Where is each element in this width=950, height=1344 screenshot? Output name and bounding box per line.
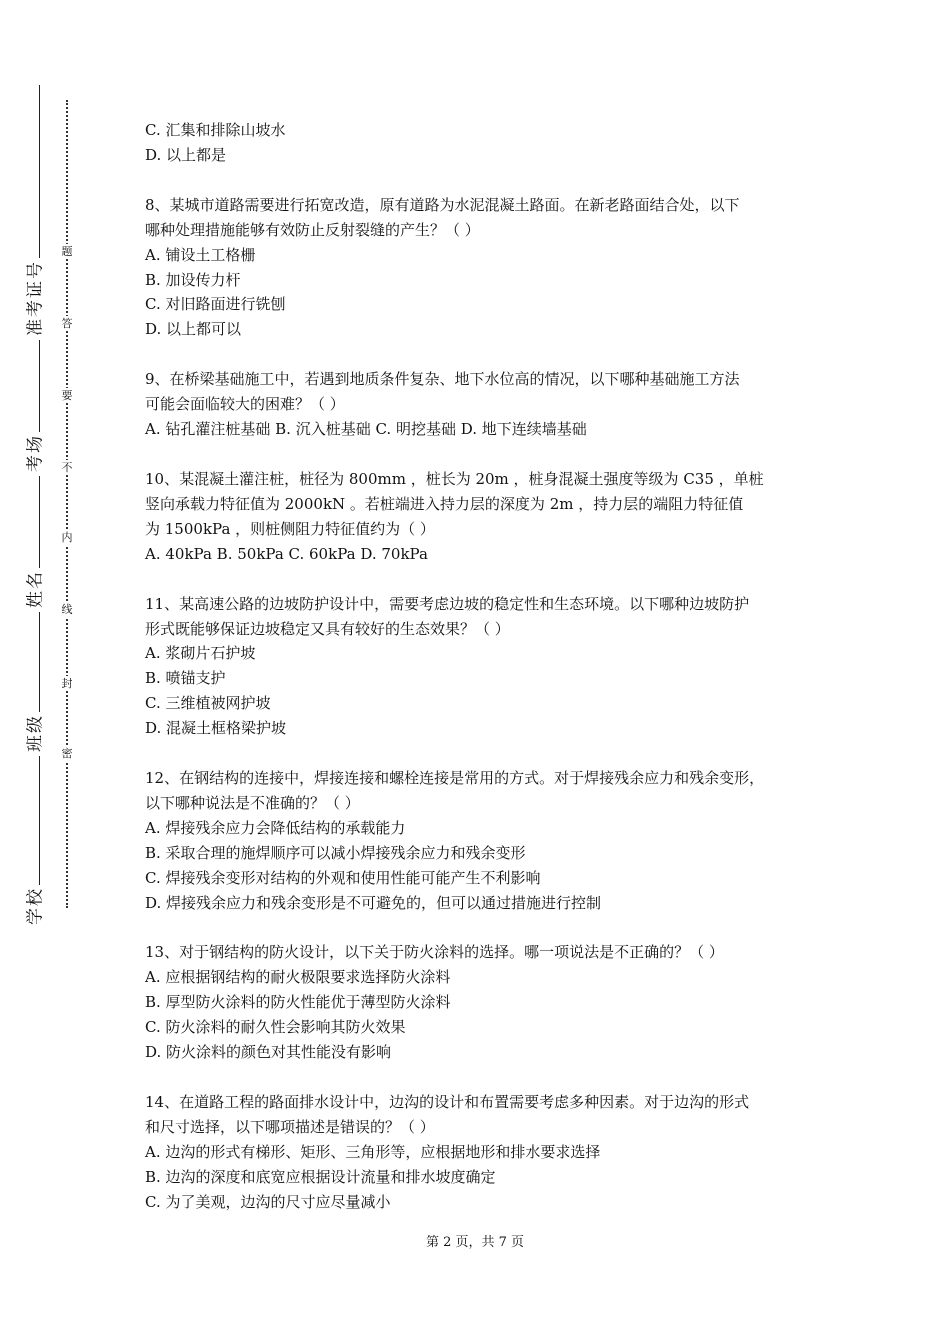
question-text: 11、某高速公路的边坡防护设计中，需要考虑边坡的稳定性和生态环境。以下哪种边坡防护 xyxy=(145,594,750,613)
question-text: 形式既能够保证边坡稳定又具有较好的生态效果？（ ） xyxy=(145,619,510,638)
option: A. 边沟的形式有梯形、矩形、三角形等，应根据地形和排水要求选择 xyxy=(145,1142,601,1161)
option: B. 边沟的深度和底宽应根据设计流量和排水坡度确定 xyxy=(145,1167,496,1186)
question-13 xyxy=(145,940,825,1065)
option: C. 对旧路面进行铣刨 xyxy=(145,295,286,314)
seal-char: 线 xyxy=(61,603,73,616)
question-10 xyxy=(145,467,825,567)
question-text: 14、在道路工程的路面排水设计中，边沟的设计和布置需要考虑多种因素。对于边沟的形式 xyxy=(145,1093,750,1111)
question-text: 可能会面临较大的困难？（ ） xyxy=(145,395,345,414)
option: D. 混凝土框格梁护坡 xyxy=(145,719,287,738)
question-text: 10、某混凝土灌注桩，桩径为 800mm ，桩长为 20m ，桩身混凝土强度等级为 C35 ，单桩 xyxy=(145,469,764,488)
question-8 xyxy=(145,193,825,342)
question-14 xyxy=(145,1090,825,1215)
seal-char: 要 xyxy=(61,389,73,402)
option: B. 加设传力杆 xyxy=(145,270,241,289)
seal-char: 不 xyxy=(61,461,73,474)
seal-char: 封 xyxy=(61,677,73,690)
option: A. 钻孔灌注桩基础 B. 沉入桩基础 C. 明挖基础 D. 地下连续墙基础 xyxy=(145,420,587,439)
question-text: 13、对于钢结构的防火设计，以下关于防火涂料的选择。哪一项说法是不正确的？（ ） xyxy=(145,943,724,962)
binding-dotted-line xyxy=(66,100,68,908)
question-text: 8、某城市道路需要进行拓宽改造，原有道路为水泥混凝土路面。在新老路面结合处，以下 xyxy=(145,195,740,214)
option: A. 40kPa B. 50kPa C. 60kPa D. 70kPa xyxy=(145,544,428,563)
option: C. 防火涂料的耐久性会影响其防火效果 xyxy=(145,1018,406,1037)
question-12 xyxy=(145,766,825,915)
seal-char: 题 xyxy=(61,245,73,258)
option: B. 采取合理的施焊顺序可以减小焊接残余应力和残余变形 xyxy=(145,843,526,862)
option: D. 以上都可以 xyxy=(145,320,242,339)
question-text: 竖向承载力特征值为 2000kN 。若桩端进入持力层的深度为 2m ，持力层的端阻力特征值 xyxy=(145,494,744,513)
field-label-ticket-number xyxy=(26,258,46,340)
question-7-tail xyxy=(145,118,825,168)
question-text: 12、在钢结构的连接中，焊接连接和螺栓连接是常用的方式。对于焊接残余应力和残余变形， xyxy=(145,769,765,788)
question-text: 哪种处理措施能够有效防止反射裂缝的产生？（ ） xyxy=(145,220,480,239)
page-number-footer: 第 2 页，共 7 页 xyxy=(425,1235,525,1250)
option: A. 浆砌片石护坡 xyxy=(145,644,256,663)
option: D. 防火涂料的颜色对其性能没有影响 xyxy=(145,1043,392,1062)
field-label-text: 校 学 xyxy=(25,889,46,925)
question-9 xyxy=(145,367,825,442)
question-list xyxy=(145,118,825,1240)
field-label-school xyxy=(26,885,46,929)
field-label-text: 级 班 xyxy=(25,716,46,752)
option: D. 以上都是 xyxy=(145,145,227,164)
binding-solid-line xyxy=(39,85,40,925)
option: A. 应根据钢结构的耐火极限要求选择防火涂料 xyxy=(145,968,451,987)
question-11 xyxy=(145,592,825,741)
field-label-text: 名 姓 xyxy=(25,572,46,608)
field-label-class xyxy=(26,712,46,756)
option: C. 焊接残余变形对结构的外观和使用性能可能产生不利影响 xyxy=(145,868,541,887)
seal-char: 内 xyxy=(61,531,73,544)
option: D. 焊接残余应力和残余变形是不可避免的，但可以通过措施进行控制 xyxy=(145,893,602,912)
option: C. 汇集和排除山坡水 xyxy=(145,121,286,139)
question-text: 9、在桥梁基础施工中，若遇到地质条件复杂、地下水位高的情况，以下哪种基础施工方法 xyxy=(145,370,740,389)
field-label-name xyxy=(26,568,46,612)
field-label-text: 号 证 考 准 xyxy=(25,262,46,336)
field-label-text: 场 考 xyxy=(25,436,46,472)
option: A. 焊接残余应力会降低结构的承载能力 xyxy=(145,818,406,837)
option: A. 铺设土工格栅 xyxy=(145,245,256,264)
option: B. 喷锚支护 xyxy=(145,669,226,688)
option: B. 厚型防火涂料的防火性能优于薄型防火涂料 xyxy=(145,993,451,1012)
field-label-exam-room xyxy=(26,432,46,476)
question-text: 和尺寸选择，以下哪项描述是错误的？（ ） xyxy=(145,1117,435,1136)
question-text: 以下哪种说法是不准确的？（ ） xyxy=(145,793,360,812)
question-text: 为 1500kPa ，则桩侧阻力特征值约为（ ） xyxy=(145,519,435,538)
seal-char: 密 xyxy=(61,747,73,760)
seal-char: 答 xyxy=(61,317,73,330)
option: C. 为了美观，边沟的尺寸应尽量减小 xyxy=(145,1192,391,1211)
option: C. 三维植被网护坡 xyxy=(145,694,271,713)
